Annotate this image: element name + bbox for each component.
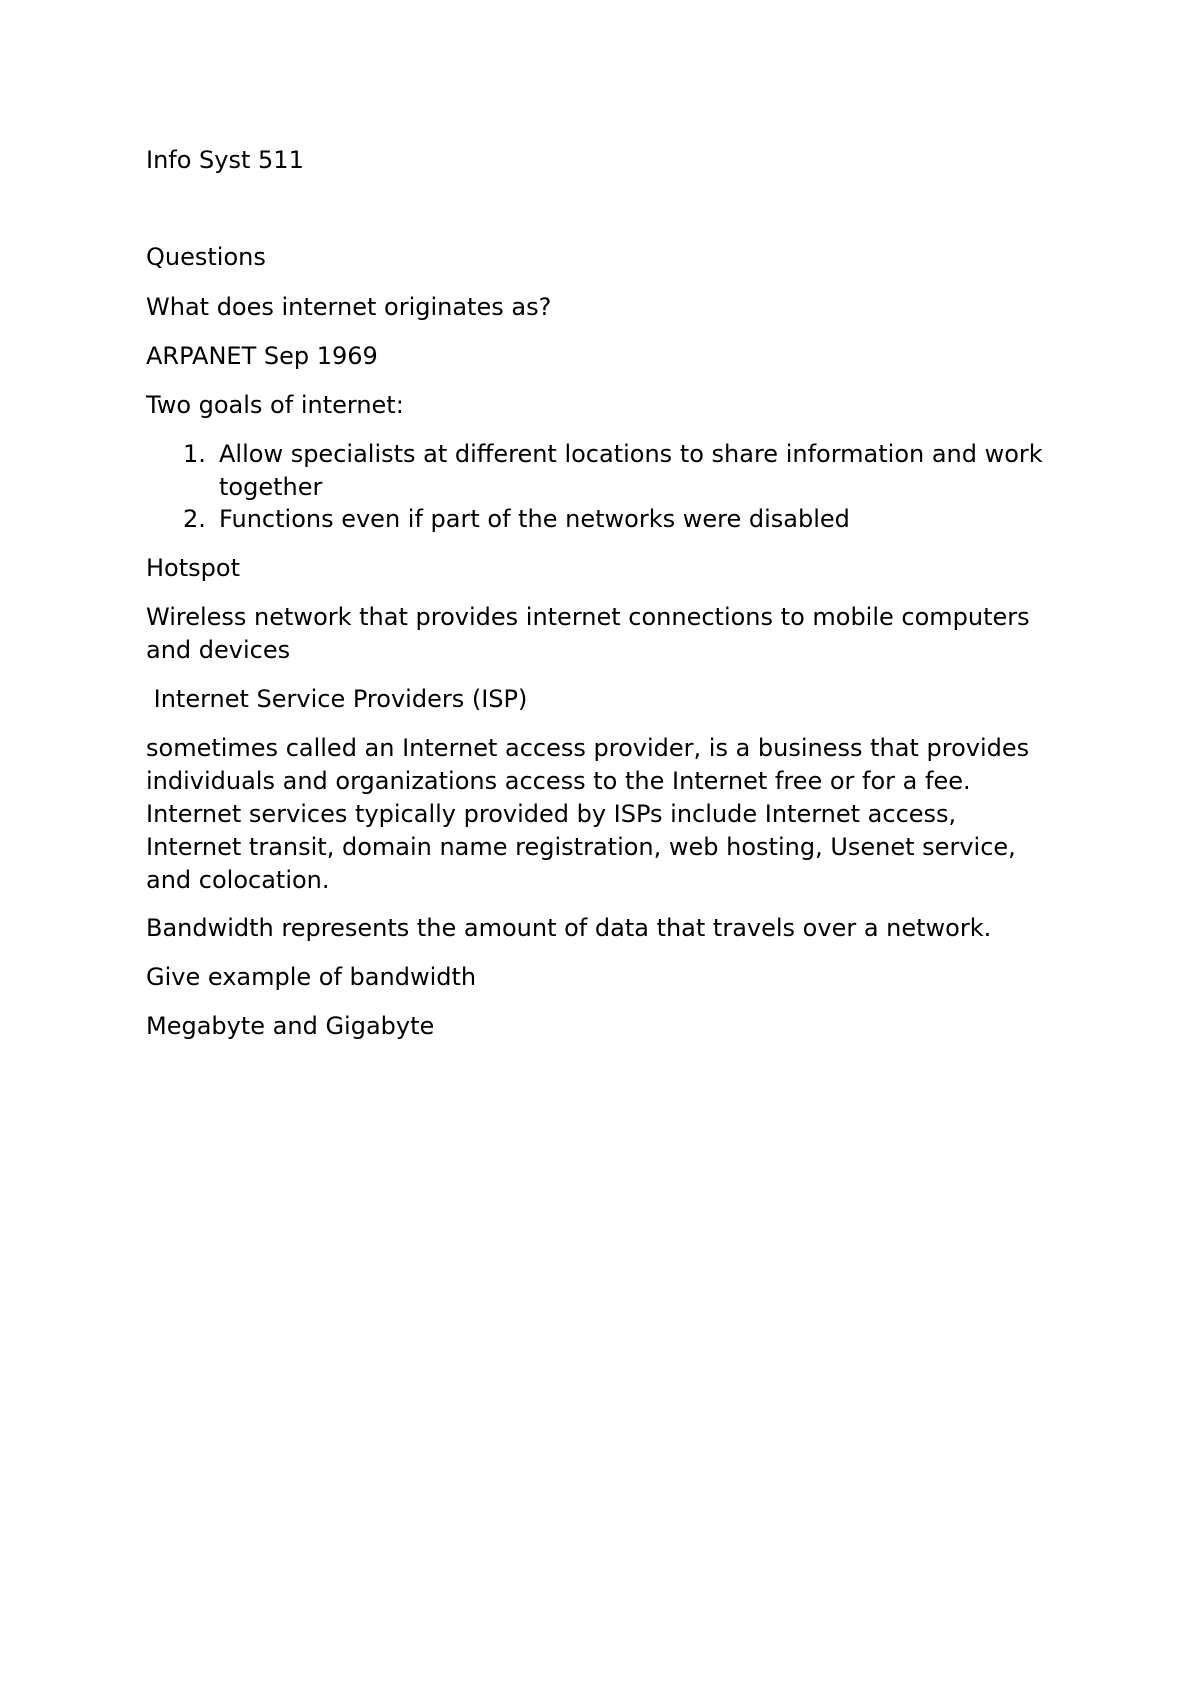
question-internet-goals: Two goals of internet: (146, 391, 404, 419)
term-hotspot: Hotspot (146, 554, 240, 582)
definition-isp: sometimes called an Internet access provider, is a business that provides individuals and organizations access to the Internet free or for a fee. Internet services typically provided by ISPs include Internet access, Internet transit, domain name registration, web hosting, Usenet service, and colocation. (146, 734, 1030, 894)
answer-bandwidth-example: Megabyte and Gigabyte (146, 1012, 435, 1040)
bandwidth-definition: Bandwidth represents the amount of data that travels over a network. (146, 914, 992, 942)
question-internet-origin: What does internet originates as? (146, 293, 552, 321)
list-item-text: Functions even if part of the networks were disabled (219, 505, 850, 533)
term-isp: Internet Service Providers (ISP) (146, 685, 528, 713)
question-bandwidth-example: Give example of bandwidth (146, 963, 477, 991)
answer-internet-origin: ARPANET Sep 1969 (146, 342, 378, 370)
definition-hotspot: Wireless network that provides internet connections to mobile computers and devices (146, 603, 1030, 664)
list-item-text: Allow specialists at different locations to share information and work together (219, 440, 1043, 501)
course-title: Info Syst 511 (146, 146, 304, 174)
list-item-number: 1. (183, 440, 206, 468)
list-item-number: 2. (183, 505, 206, 533)
section-heading: Questions (146, 243, 266, 271)
